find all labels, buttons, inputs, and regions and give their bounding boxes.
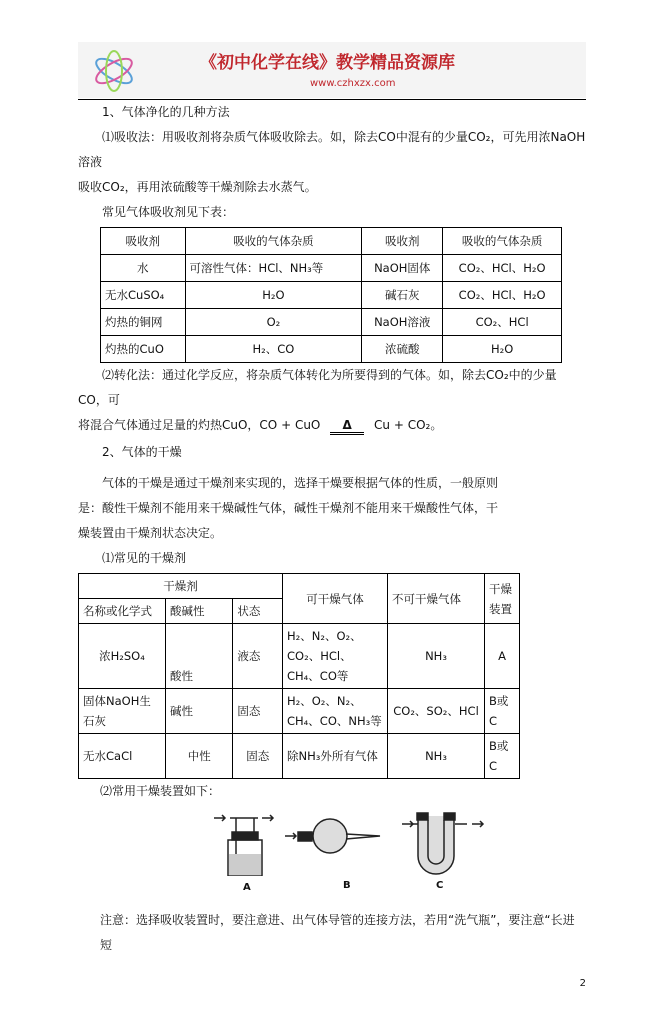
cell: A	[485, 624, 520, 689]
paragraph: 吸收CO₂，再用浓硫酸等干燥剂除去水蒸气。	[78, 180, 317, 194]
note-paragraph: 注意：选择吸收装置时，要注意进、出气体导管的连接方法，若用“洗气瓶”，要注意“长进短	[100, 913, 575, 952]
drying-apparatus-figure	[78, 808, 586, 908]
header-cell: 干燥剂	[79, 574, 283, 599]
apparatus-a-b-drawing	[210, 810, 390, 876]
equation-text: Cu + CO₂。	[374, 418, 443, 432]
header-banner	[78, 42, 586, 98]
cell: H₂O	[185, 282, 362, 309]
table-header-row	[101, 228, 562, 255]
table-row	[79, 689, 520, 734]
page-number: 2	[579, 978, 586, 989]
subheading: ⑴常见的干燥剂	[102, 551, 187, 565]
paragraph: 气体的干燥是通过干燥剂来实现的，选择干燥要根据气体的性质，一般原则	[102, 476, 499, 490]
cell: B或C	[485, 734, 520, 779]
cell: 碱石灰	[362, 282, 443, 309]
table-row	[79, 624, 520, 689]
cell: 浓H₂SO₄	[79, 624, 166, 689]
absorbent-table	[100, 227, 562, 363]
header-cell: 状态	[233, 599, 283, 624]
paragraph: 燥装置由干燥剂状态决定。	[78, 526, 223, 540]
desiccant-table	[78, 573, 520, 779]
reaction-condition: Δ	[330, 418, 364, 435]
paragraph: ⑴吸收法：用吸收剂将杂质气体吸收除去。如，除去CO中混有的少量CO₂，可先用浓NaOH溶液	[78, 130, 586, 169]
cell: 固态	[233, 734, 283, 779]
paragraph: ⑵转化法：通过化学反应，将杂质气体转化为所要得到的气体。如，除去CO₂中的少量CO，可	[78, 368, 557, 407]
section-2-heading: 2、气体的干燥	[102, 445, 182, 459]
cell: 灼热的CuO	[101, 336, 186, 363]
header-cell: 名称或化学式	[79, 599, 166, 624]
table-row	[101, 336, 562, 363]
table-row	[79, 734, 520, 779]
cell: CO₂、HCl、H₂O	[443, 255, 562, 282]
cell: 灼热的铜网	[101, 309, 186, 336]
header-cell: 吸收剂	[362, 228, 443, 255]
cell: 无水CuSO₄	[101, 282, 186, 309]
cell: 除NH₃外所有气体	[283, 734, 388, 779]
cell: 固态	[233, 689, 283, 734]
cell: 中性	[166, 734, 233, 779]
atom-logo-icon	[90, 50, 138, 92]
gas-washing-bottle-icon	[214, 815, 273, 876]
cell: O₂	[185, 309, 362, 336]
cell: 碱性	[166, 689, 233, 734]
equation-text: 将混合气体通过足量的灼热CuO，CO + CuO	[78, 418, 321, 432]
cell: H₂、N₂、O₂、CO₂、HCl、CH₄、CO等	[283, 624, 388, 689]
header-title: 《初中化学在线》教学精品资源库	[200, 53, 455, 73]
cell: CO₂、HCl、H₂O	[443, 282, 562, 309]
table-row	[101, 309, 562, 336]
u-tube-icon	[400, 810, 490, 876]
cell: NaOH固体	[362, 255, 443, 282]
paragraph: 是：酸性干燥剂不能用来干燥碱性气体，碱性干燥剂不能用来干燥酸性气体，干	[78, 501, 499, 515]
cell: CO₂、HCl	[443, 309, 562, 336]
cell: NH₃	[388, 734, 485, 779]
figure-label-a: A	[243, 882, 251, 893]
header-cell: 吸收剂	[101, 228, 186, 255]
figure-label-c: C	[436, 880, 444, 891]
cell: H₂O	[443, 336, 562, 363]
table-row	[101, 282, 562, 309]
header-url: www.czhxzx.com	[310, 78, 396, 89]
header-cell: 不可干燥气体	[388, 574, 485, 624]
cell: CO₂、SO₂、HCl	[388, 689, 485, 734]
cell: NH₃	[388, 624, 485, 689]
cell: H₂、O₂、N₂、CH₄、CO、NH₃等	[283, 689, 388, 734]
cell: H₂、CO	[185, 336, 362, 363]
cell: 水	[101, 255, 186, 282]
cell: 液态	[233, 624, 283, 689]
paragraph: 常见气体吸收剂见下表：	[102, 205, 235, 219]
table-header-row	[79, 574, 520, 599]
cell: B或C	[485, 689, 520, 734]
figure-label-b: B	[343, 880, 351, 891]
cell: NaOH溶液	[362, 309, 443, 336]
cell: 浓硫酸	[362, 336, 443, 363]
header-cell: 可干燥气体	[283, 574, 388, 624]
equation-line	[78, 413, 586, 438]
header-cell: 干燥装置	[485, 574, 520, 624]
cell: 无水CaCl	[79, 734, 166, 779]
drying-bulb-icon	[285, 819, 380, 853]
cell: 可溶性气体：HCl、NH₃等	[185, 255, 362, 282]
cell: 酸性	[166, 624, 233, 689]
header-cell: 酸碱性	[166, 599, 233, 624]
cell: 固体NaOH生石灰	[79, 689, 166, 734]
table-row	[101, 255, 562, 282]
header-cell: 吸收的气体杂质	[185, 228, 362, 255]
section-1-heading: 1、气体净化的几种方法	[102, 105, 230, 119]
header-cell: 吸收的气体杂质	[443, 228, 562, 255]
subheading: ⑵常用干燥装置如下：	[100, 784, 221, 798]
